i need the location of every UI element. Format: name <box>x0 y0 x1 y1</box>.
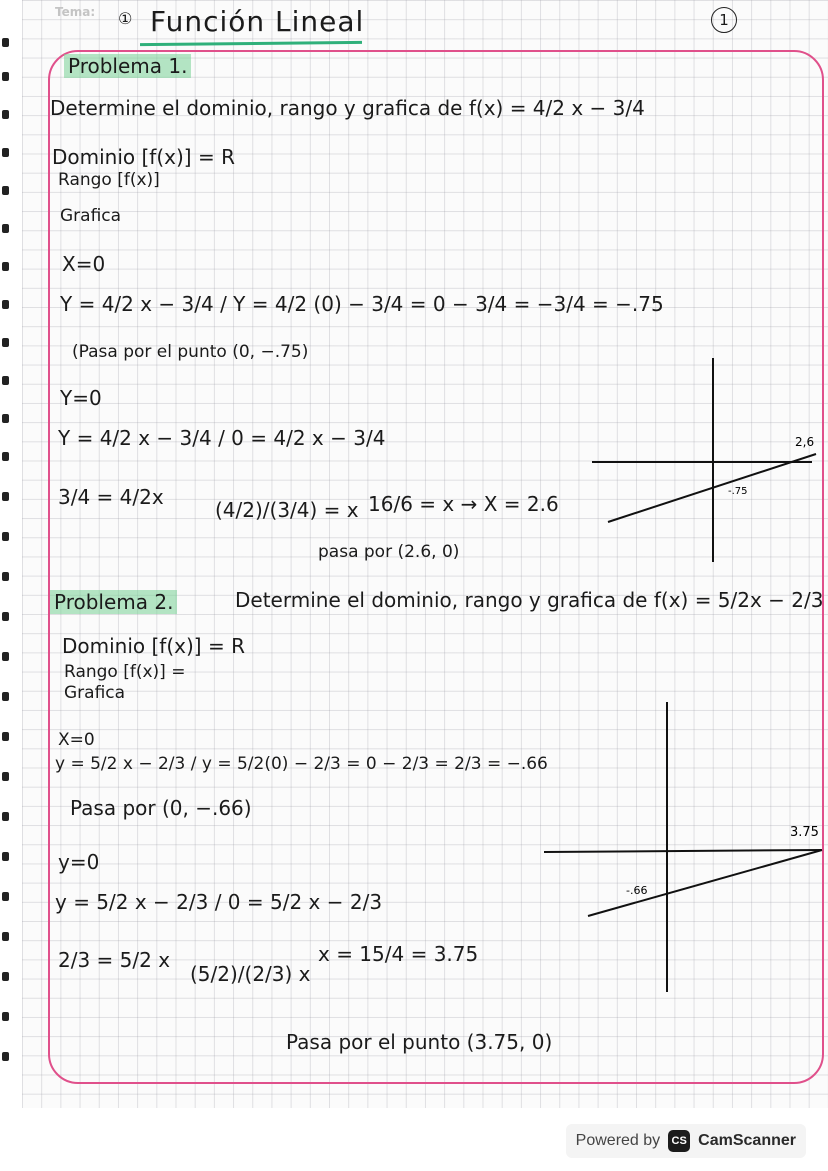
camscanner-name: CamScanner <box>698 1132 796 1149</box>
problem1-graph <box>590 350 820 570</box>
problem1-x0-point: (Pasa por el punto (0, −.75) <box>72 342 309 362</box>
problem1-step-a: 3/4 = 4/2x <box>58 485 164 509</box>
problem2-x0-point: Pasa por (0, −.66) <box>70 796 252 820</box>
problem1-y0-label: Y=0 <box>60 386 102 410</box>
problem1-statement: Determine el dominio, rango y grafica de f(x) = 4/2 x − 3/4 <box>50 96 645 120</box>
problem2-x0-label: X=0 <box>58 730 95 750</box>
problem2-step-b: (5/2)/(2/3) x <box>190 962 311 986</box>
problem2-step-a: 2/3 = 5/2 x <box>58 948 171 972</box>
problem1-x0-work: Y = 4/2 x − 3/4 / Y = 4/2 (0) − 3/4 = 0 − 3/4 = −3/4 = −.75 <box>60 292 664 316</box>
problem1-graph-label: Grafica <box>60 206 122 226</box>
title-bullet: ① <box>118 9 133 28</box>
problem2-step-c: x = 15/4 = 3.75 <box>318 942 479 966</box>
problem2-graph <box>540 700 825 1000</box>
problem2-range: Rango [f(x)] = <box>64 662 186 682</box>
problem2-result: Pasa por el punto (3.75, 0) <box>286 1030 553 1054</box>
page-title: Función Lineal <box>150 5 365 38</box>
problem1-domain: Dominio [f(x)] = R <box>52 145 235 169</box>
problem1-result: pasa por (2.6, 0) <box>318 542 460 562</box>
problem1-y0-work: Y = 4/2 x − 3/4 / 0 = 4/2 x − 3/4 <box>58 426 386 450</box>
spiral-binding <box>0 0 22 1108</box>
problem1-x0-label: X=0 <box>62 252 106 276</box>
tema-label: Tema: <box>55 5 96 19</box>
problem1-range: Rango [f(x)] <box>58 170 160 190</box>
problem1-step-b: (4/2)/(3/4) = x <box>215 498 359 522</box>
problem2-line <box>588 850 822 916</box>
problem1-y-intercept-label: -.75 <box>728 486 748 497</box>
problem2-statement: Determine el dominio, rango y grafica de f(x) = 5/2x − 2/3 <box>235 588 824 612</box>
problem2-graph-label: Grafica <box>64 683 126 703</box>
camscanner-logo-icon: CS <box>668 1130 690 1152</box>
problem2-y0-work: y = 5/2 x − 2/3 / 0 = 5/2 x − 2/3 <box>55 890 383 914</box>
problem2-x-intercept-label: 3.75 <box>790 825 819 840</box>
problem1-heading: Problema 1. <box>64 54 191 78</box>
camscanner-watermark <box>566 1124 806 1158</box>
powered-by-text: Powered by <box>575 1132 661 1149</box>
problem2-y0-label: y=0 <box>58 850 100 874</box>
problem1-step-c: 16/6 = x → X = 2.6 <box>368 492 559 516</box>
problem2-domain: Dominio [f(x)] = R <box>62 634 245 658</box>
problem2-heading: Problema 2. <box>50 590 177 614</box>
problem2-y-intercept-label: -.66 <box>626 884 648 897</box>
problem1-x-intercept-label: 2,6 <box>795 435 815 449</box>
page-number: 1 <box>711 7 737 33</box>
problem2-x0-work: y = 5/2 x − 2/3 / y = 5/2(0) − 2/3 = 0 − 2/3 = 2/3 = −.66 <box>55 754 548 774</box>
